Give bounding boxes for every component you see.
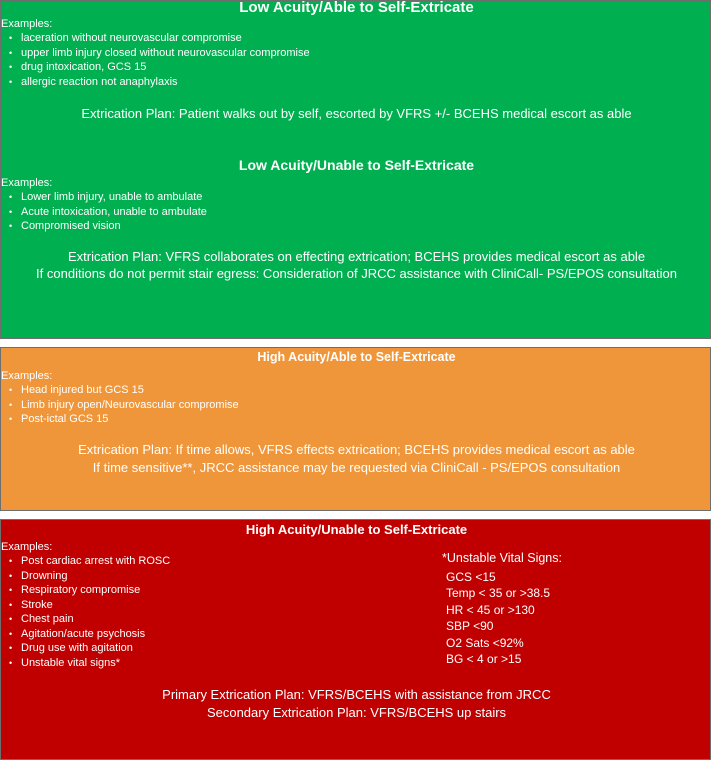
list-item: • Chest pain: [1, 612, 170, 627]
low-acuity-able-panel: [0, 0, 711, 339]
section-title: High Acuity/Unable to Self-Extricate: [245, 522, 468, 537]
extrication-plan: Extrication Plan: If time allows, VFRS effects extrication; BCEHS provides medical escort as able: [78, 442, 635, 457]
high-acuity-unable-panel: [0, 519, 711, 760]
list-item: • Compromised vision: [1, 219, 207, 234]
list-item: • Respiratory compromise: [1, 583, 170, 598]
high-acuity-able-panel: [0, 347, 711, 511]
vital-sign: HR < 45 or >130: [446, 602, 535, 617]
unstable-vitals-list: [446, 569, 550, 667]
list-item: • Stroke: [1, 598, 170, 613]
section-title: High Acuity/Able to Self-Extricate: [257, 350, 456, 364]
vital-sign: O2 Sats <92%: [446, 635, 524, 650]
vital-sign: Temp < 35 or >38.5: [446, 586, 551, 601]
extrication-plan-alt: If time sensitive**, JRCC assistance may be requested via CliniCall - PS/EPOS consultation: [92, 460, 621, 475]
section-title: Low Acuity/Able to Self-Extricate: [239, 0, 474, 16]
list-item: • Drowning: [1, 569, 170, 584]
examples-label: Examples:: [1, 18, 53, 30]
examples-list: [1, 383, 239, 427]
list-item: • Drug use with agitation: [1, 641, 170, 656]
list-item: • Post cardiac arrest with ROSC: [1, 554, 170, 569]
list-item: • drug intoxication, GCS 15: [1, 60, 310, 75]
examples-list: [1, 554, 170, 670]
examples-label: Examples:: [1, 541, 53, 553]
unstable-vitals-title: *Unstable Vital Signs:: [442, 551, 562, 565]
list-item: • upper limb injury closed without neurovascular compromise: [1, 46, 310, 61]
extrication-plan: Extrication Plan: Patient walks out by self, escorted by VFRS +/- BCEHS medical escort as able: [81, 106, 632, 121]
list-item: • Head injured but GCS 15: [1, 383, 239, 398]
vital-sign: GCS <15: [446, 570, 496, 584]
list-item: • Limb injury open/Neurovascular compromise: [1, 398, 239, 413]
examples-list: [1, 31, 310, 89]
list-item: • Acute intoxication, unable to ambulate: [1, 205, 207, 220]
list-item: • Post-ictal GCS 15: [1, 412, 239, 427]
extrication-plan: Extrication Plan: VFRS collaborates on effecting extrication; BCEHS provides medical escort as able: [67, 249, 646, 264]
list-item: • laceration without neurovascular compromise: [1, 31, 310, 46]
primary-extrication-plan: Primary Extrication Plan: VFRS/BCEHS with assistance from JRCC: [162, 687, 551, 702]
list-item: • allergic reaction not anaphylaxis: [1, 75, 310, 90]
vital-sign: BG < 4 or >15: [446, 652, 522, 667]
secondary-extrication-plan: Secondary Extrication Plan: VFRS/BCEHS up stairs: [206, 705, 507, 720]
extrication-plan-alt: If conditions do not permit stair egress: Consideration of JRCC assistance with CliniCall- PS/EPOS consultation: [36, 266, 677, 281]
list-item: • Lower limb injury, unable to ambulate: [1, 190, 207, 205]
vital-sign: SBP <90: [446, 619, 494, 634]
section-title: Low Acuity/Unable to Self-Extricate: [238, 157, 475, 173]
list-item: • Unstable vital signs*: [1, 656, 170, 671]
list-item: • Agitation/acute psychosis: [1, 627, 170, 642]
examples-label: Examples:: [1, 370, 53, 382]
examples-label: Examples:: [1, 177, 53, 189]
examples-list: [1, 190, 207, 234]
